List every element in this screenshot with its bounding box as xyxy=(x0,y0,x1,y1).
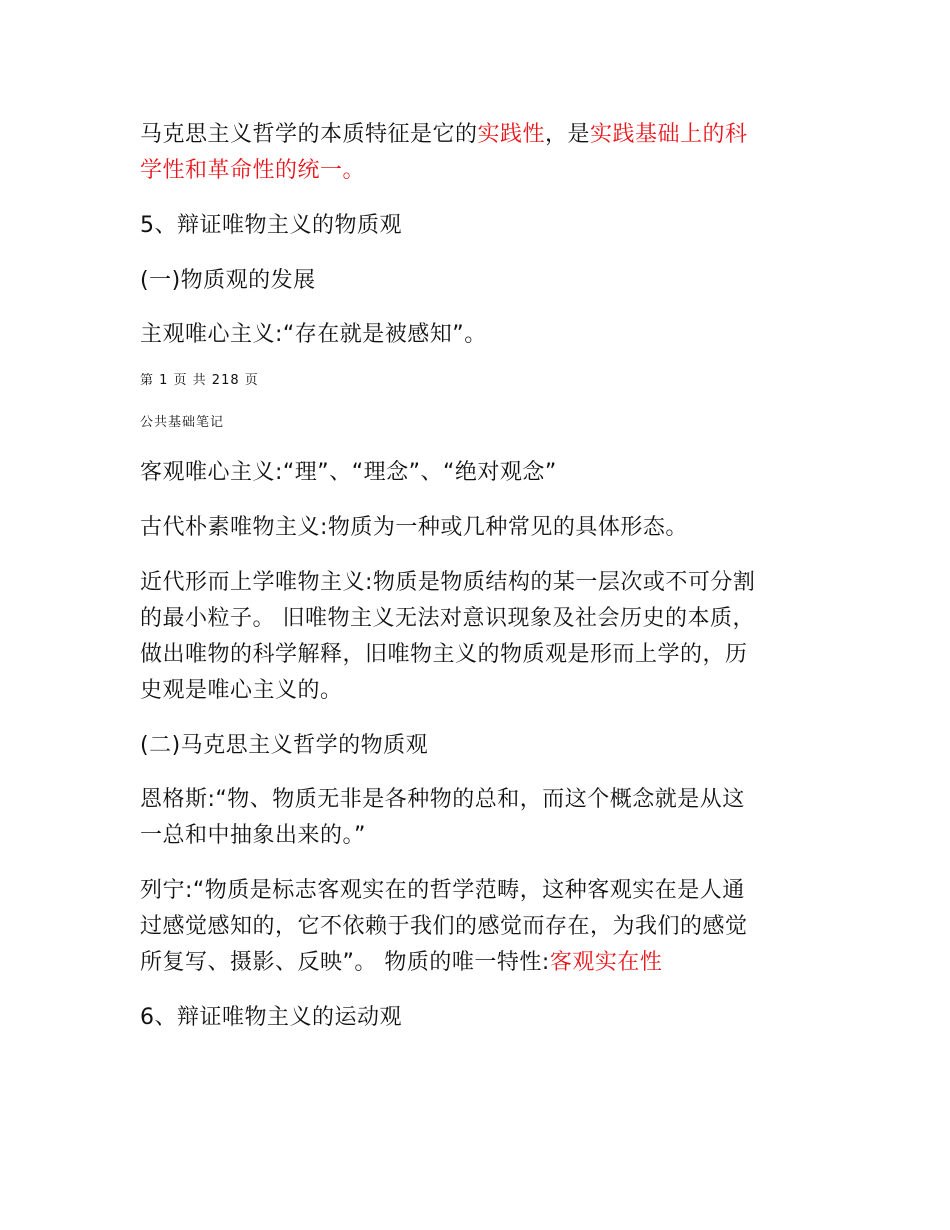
paragraph-modern-materialism-line-1: 近代形而上学唯物主义:物质是物质结构的某一层次或不可分割 xyxy=(140,570,756,595)
highlight-objective-reality: 客观实在性 xyxy=(549,950,663,975)
paragraph-modern-materialism-line-3: 做出唯物的科学解释，旧唯物主义的物质观是形而上学的，历 xyxy=(140,642,748,667)
heading-section-5: 5、辩证唯物主义的物质观 xyxy=(140,213,402,238)
highlight-practice: 实践性 xyxy=(477,122,546,147)
subheading-material-development: (一)物质观的发展 xyxy=(140,268,316,293)
paragraph-lenin-line-3 xyxy=(140,947,662,979)
page-header: 公共基础笔记 xyxy=(140,415,225,430)
page-footer: 第 1 页 共 218 页 xyxy=(140,373,259,388)
paragraph-modern-materialism-line-4: 史观是唯心主义的。 xyxy=(140,678,343,703)
paragraph-modern-materialism-line-2: 的最小粒子。 旧唯物主义无法对意识现象及社会历史的本质， xyxy=(140,606,755,631)
text-run: ，是 xyxy=(545,122,591,147)
highlight-practice-basis: 实践基础上的科 xyxy=(590,122,748,147)
paragraph-engels-line-1: 恩格斯:“物、物质无非是各种物的总和，而这个概念就是从这 xyxy=(140,787,745,812)
paragraph-engels-line-2: 一总和中抽象出来的。” xyxy=(140,823,366,848)
paragraph-essence-line-1 xyxy=(140,119,748,151)
paragraph-essence-line-2: 学性和革命性的统一。 xyxy=(140,158,366,183)
paragraph-lenin-line-2: 过感觉感知的，它不依赖于我们的感觉而存在，为我们的感觉 xyxy=(140,914,748,939)
paragraph-objective-idealism: 客观唯心主义:“理”、“理念”、“绝对观念” xyxy=(140,460,557,485)
paragraph-ancient-materialism: 古代朴素唯物主义:物质为一种或几种常见的具体形态。 xyxy=(140,515,688,540)
heading-section-6: 6、辩证唯物主义的运动观 xyxy=(140,1005,402,1030)
paragraph-subjective-idealism: 主观唯心主义:“存在就是被感知”。 xyxy=(140,322,487,347)
text-run: 马克思主义哲学的本质特征是它的 xyxy=(140,122,478,147)
paragraph-lenin-line-1: 列宁:“物质是标志客观实在的哲学范畴，这种客观实在是人通 xyxy=(140,878,745,903)
text-run: 所复写、摄影、反映”。 物质的唯一特性: xyxy=(140,950,550,975)
subheading-marxist-material-view: (二)马克思主义哲学的物质观 xyxy=(140,733,429,758)
